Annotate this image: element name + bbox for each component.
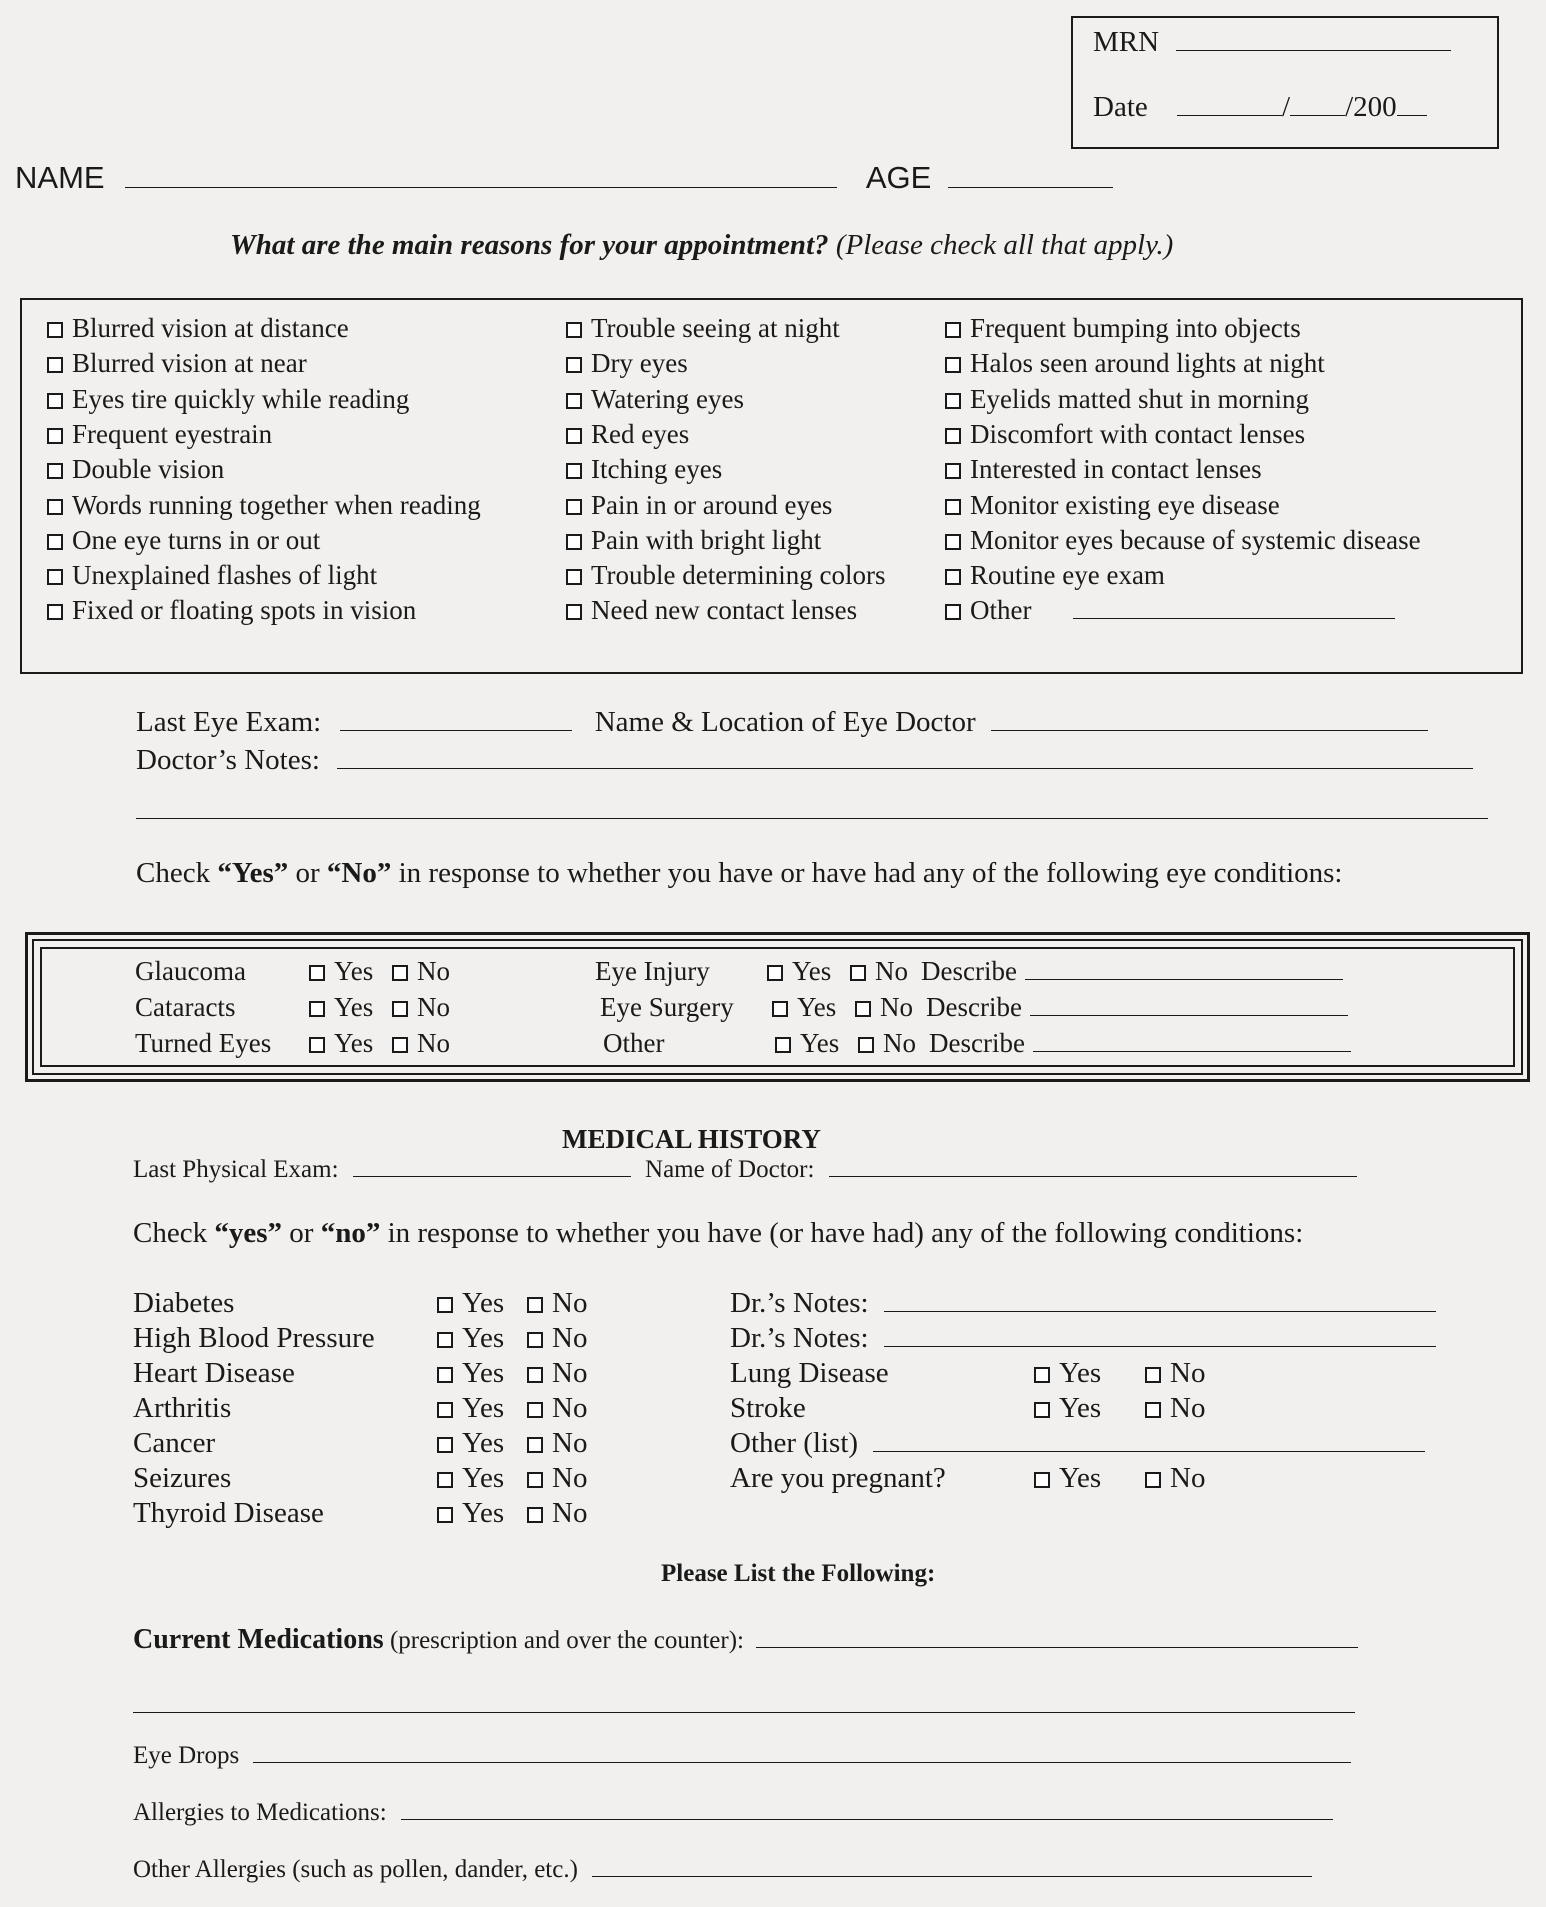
instr-yes: “Yes”: [217, 857, 289, 889]
reason-item: [47, 454, 224, 485]
reason-item: [47, 348, 307, 379]
reason-label: Fixed or floating spots in vision: [72, 595, 417, 626]
medical-condition-row: [133, 1462, 587, 1495]
eye-drops-field[interactable]: [253, 1761, 1351, 1763]
doctor-name-label: Name of Doctor:: [645, 1156, 815, 1183]
medical-instruction: [133, 1217, 1303, 1250]
medical-condition-label: Thyroid Disease: [133, 1497, 324, 1529]
reason-checkbox[interactable]: [47, 499, 63, 515]
reason-item: [945, 595, 1395, 626]
yes-checkbox[interactable]: [437, 1332, 453, 1348]
date-year-prefix: /200: [1345, 91, 1397, 123]
reason-label: Interested in contact lenses: [970, 454, 1262, 485]
current-medications-field[interactable]: [756, 1646, 1358, 1648]
current-medications-line-2[interactable]: [133, 1711, 1355, 1713]
eye-condition-row: [600, 992, 1348, 1023]
describe-field[interactable]: [1025, 978, 1343, 980]
describe-field[interactable]: [1030, 1014, 1348, 1016]
yes-label: Yes: [1059, 1462, 1102, 1494]
reason-label: Watering eyes: [591, 383, 745, 414]
yes-label: Yes: [462, 1427, 505, 1459]
medical-condition-label: Heart Disease: [133, 1357, 295, 1389]
reason-checkbox[interactable]: [945, 322, 961, 338]
reason-checkbox[interactable]: [945, 463, 961, 479]
reason-checkbox[interactable]: [566, 499, 582, 515]
reason-checkbox[interactable]: [47, 569, 63, 585]
date-label: Date: [1093, 91, 1148, 123]
reason-label: Other: [970, 595, 1032, 626]
eye-doctor-field[interactable]: [991, 729, 1428, 731]
reason-label: Itching eyes: [591, 454, 723, 485]
no-label: No: [552, 1357, 588, 1389]
other-reason-field[interactable]: [1073, 617, 1395, 619]
yes-label: Yes: [334, 956, 374, 986]
reason-label: Routine eye exam: [970, 560, 1165, 591]
eye-condition-label: Eye Surgery: [600, 992, 734, 1022]
allergies-medications-label: Allergies to Medications:: [133, 1799, 387, 1826]
reason-checkbox[interactable]: [566, 428, 582, 444]
reason-checkbox[interactable]: [945, 499, 961, 515]
mrn-field[interactable]: [1176, 49, 1451, 51]
yes-label: Yes: [462, 1462, 505, 1494]
reason-label: Discomfort with contact lenses: [970, 418, 1306, 449]
other-allergies-row: [133, 1856, 1312, 1884]
reason-label: Eyelids matted shut in morning: [970, 383, 1309, 414]
reason-checkbox[interactable]: [47, 393, 63, 409]
yes-checkbox[interactable]: [767, 965, 783, 981]
medical-condition-row: [133, 1322, 587, 1355]
yes-checkbox[interactable]: [775, 1037, 791, 1053]
no-checkbox[interactable]: [858, 1037, 874, 1053]
last-eye-exam-row: [136, 706, 1428, 739]
doctor-notes-line-2[interactable]: [136, 817, 1488, 819]
reason-item: [47, 490, 481, 521]
reason-item: [566, 313, 840, 344]
yes-label: Yes: [800, 1028, 840, 1058]
dr-notes-row-2: [730, 1322, 1436, 1355]
lung-yes-checkbox[interactable]: [1034, 1367, 1050, 1383]
medical-condition-label: High Blood Pressure: [133, 1322, 375, 1354]
reason-checkbox[interactable]: [945, 393, 961, 409]
medical-condition-label: Arthritis: [133, 1392, 232, 1424]
reason-item: [945, 560, 1165, 591]
current-medications-label: Current Medications: [133, 1624, 384, 1655]
no-checkbox[interactable]: [527, 1332, 543, 1348]
no-checkbox[interactable]: [527, 1297, 543, 1313]
reason-item: [566, 384, 744, 415]
doctor-notes-field[interactable]: [337, 767, 1473, 769]
yes-checkbox[interactable]: [437, 1472, 453, 1488]
reason-checkbox[interactable]: [566, 604, 582, 620]
current-medications-desc: (prescription and over the counter):: [383, 1627, 744, 1654]
pregnant-yes-checkbox[interactable]: [1034, 1472, 1050, 1488]
reason-label: Red eyes: [591, 418, 690, 449]
no-label: No: [880, 992, 913, 1022]
reason-checkbox[interactable]: [47, 604, 63, 620]
medical-condition-row: [133, 1497, 587, 1530]
eye-doctor-label: Name & Location of Eye Doctor: [594, 706, 976, 738]
yes-label: Yes: [797, 992, 837, 1022]
reason-item: [566, 348, 688, 379]
yes-checkbox[interactable]: [437, 1297, 453, 1313]
reason-checkbox[interactable]: [566, 534, 582, 550]
yes-label: Yes: [1059, 1357, 1102, 1389]
dr-notes-row-1: [730, 1287, 1436, 1320]
instr-no: “No”: [326, 857, 392, 889]
reason-checkbox[interactable]: [47, 463, 63, 479]
no-label: No: [552, 1497, 588, 1529]
reason-item: [566, 525, 821, 556]
eye-condition-row: [135, 1028, 450, 1059]
reason-label: Frequent eyestrain: [72, 418, 273, 449]
other-list-label: Other (list): [730, 1427, 859, 1459]
no-label: No: [552, 1427, 588, 1459]
no-label: No: [417, 1028, 450, 1058]
eye-conditions-instruction: [136, 857, 1342, 890]
medical-condition-label: Diabetes: [133, 1287, 235, 1319]
last-eye-exam-label: Last Eye Exam:: [136, 706, 322, 738]
eye-condition-label: Other: [603, 1028, 665, 1058]
yes-checkbox[interactable]: [437, 1402, 453, 1418]
reason-checkbox[interactable]: [945, 569, 961, 585]
med-instr-yes: “yes”: [214, 1217, 283, 1249]
eye-condition-row: [603, 1028, 1351, 1059]
yes-label: Yes: [462, 1497, 505, 1529]
medical-condition-label: Seizures: [133, 1462, 232, 1494]
describe-label: Describe: [926, 992, 1022, 1022]
last-physical-row: [133, 1156, 1357, 1184]
stroke-label: Stroke: [730, 1392, 806, 1424]
yes-checkbox[interactable]: [309, 1037, 325, 1053]
no-label: No: [875, 956, 908, 986]
pregnant-row: [730, 1462, 1205, 1495]
other-allergies-label: Other Allergies (such as pollen, dander, etc.): [133, 1856, 578, 1883]
eye-condition-row: [135, 956, 450, 987]
reason-item: [566, 419, 689, 450]
name-field[interactable]: [125, 186, 837, 188]
allergies-medications-row: [133, 1799, 1333, 1827]
reason-checkbox[interactable]: [945, 604, 961, 620]
yes-label: Yes: [462, 1287, 505, 1319]
no-label: No: [552, 1287, 588, 1319]
doctor-notes-row: [136, 744, 1473, 777]
yes-checkbox[interactable]: [309, 965, 325, 981]
reason-label: Frequent bumping into objects: [970, 313, 1301, 343]
other-list-row: [730, 1427, 1425, 1460]
no-label: No: [552, 1392, 588, 1424]
yes-label: Yes: [334, 1028, 374, 1058]
mrn-label: MRN: [1093, 26, 1160, 58]
yes-label: Yes: [1059, 1392, 1102, 1424]
eye-drops-row: [133, 1742, 1351, 1770]
reasons-question-text: What are the main reasons for your appointment?: [230, 229, 829, 261]
reason-item: [47, 525, 320, 556]
reason-label: Halos seen around lights at night: [970, 348, 1325, 379]
reason-item: [566, 490, 832, 521]
reason-checkbox[interactable]: [566, 322, 582, 338]
lung-no-checkbox[interactable]: [1145, 1367, 1161, 1383]
eye-condition-label: Eye Injury: [595, 956, 710, 986]
med-instr-or: or: [282, 1217, 321, 1249]
no-label: No: [552, 1462, 588, 1494]
date-month-field[interactable]: [1177, 114, 1282, 116]
eye-condition-row: [595, 956, 1343, 987]
doctor-name-field[interactable]: [829, 1175, 1357, 1177]
reason-item: [945, 384, 1309, 415]
yes-checkbox[interactable]: [437, 1437, 453, 1453]
reason-item: [945, 419, 1305, 450]
reason-item: [566, 595, 857, 626]
yes-label: Yes: [792, 956, 832, 986]
describe-label: Describe: [921, 956, 1017, 986]
last-physical-field[interactable]: [353, 1175, 631, 1177]
no-checkbox[interactable]: [855, 1001, 871, 1017]
reason-item: [945, 454, 1262, 485]
reason-checkbox[interactable]: [47, 428, 63, 444]
eye-condition-row: [135, 992, 450, 1023]
no-label: No: [552, 1322, 588, 1354]
stroke-row: [730, 1392, 1205, 1425]
no-checkbox[interactable]: [527, 1472, 543, 1488]
eye-condition-label: Turned Eyes: [135, 1028, 272, 1058]
reason-item: [566, 454, 722, 485]
other-allergies-field[interactable]: [592, 1875, 1312, 1877]
please-list-title: Please List the Following:: [661, 1560, 936, 1587]
reason-item: [945, 313, 1301, 344]
reason-checkbox[interactable]: [945, 428, 961, 444]
yes-label: Yes: [462, 1357, 505, 1389]
reason-checkbox[interactable]: [566, 569, 582, 585]
reason-checkbox[interactable]: [566, 357, 582, 373]
age-field[interactable]: [948, 186, 1113, 188]
medical-condition-row: [133, 1427, 587, 1460]
yes-label: Yes: [334, 992, 374, 1022]
instr-prefix: Check: [136, 857, 218, 889]
reason-item: [945, 525, 1421, 556]
no-label: No: [1170, 1357, 1206, 1389]
doctor-notes-label: Doctor’s Notes:: [136, 744, 320, 776]
other-list-field[interactable]: [873, 1450, 1425, 1452]
reason-label: One eye turns in or out: [72, 524, 321, 555]
reason-label: Monitor eyes because of systemic disease: [970, 524, 1421, 555]
reason-checkbox[interactable]: [945, 534, 961, 550]
reasons-question: [230, 229, 1173, 262]
reason-checkbox[interactable]: [47, 534, 63, 550]
yes-checkbox[interactable]: [772, 1001, 788, 1017]
reason-item: [47, 384, 409, 415]
describe-field[interactable]: [1033, 1050, 1351, 1052]
reason-label: Blurred vision at distance: [72, 313, 349, 343]
age-label: AGE: [865, 160, 932, 195]
medical-condition-row: [133, 1357, 587, 1390]
no-checkbox[interactable]: [392, 1037, 408, 1053]
name-label: NAME: [15, 160, 105, 195]
reason-checkbox[interactable]: [47, 322, 63, 338]
stroke-yes-checkbox[interactable]: [1034, 1402, 1050, 1418]
eye-drops-label: Eye Drops: [133, 1742, 240, 1769]
allergies-medications-field[interactable]: [401, 1818, 1333, 1820]
current-medications-row: [133, 1624, 1358, 1656]
reason-label: Eyes tire quickly while reading: [72, 383, 410, 414]
medical-condition-label: Cancer: [133, 1427, 216, 1459]
med-instr-no: “no”: [320, 1217, 381, 1249]
reason-item: [945, 490, 1280, 521]
stroke-no-checkbox[interactable]: [1145, 1402, 1161, 1418]
last-eye-exam-field[interactable]: [340, 729, 572, 731]
dr-notes-field-2[interactable]: [884, 1345, 1436, 1347]
name-age-row: [15, 160, 1113, 196]
yes-checkbox[interactable]: [437, 1367, 453, 1383]
date-day-field[interactable]: [1290, 114, 1345, 116]
reason-item: [47, 419, 272, 450]
date-year-field[interactable]: [1397, 114, 1427, 116]
no-checkbox[interactable]: [850, 965, 866, 981]
no-label: No: [883, 1028, 916, 1058]
dr-notes-field-1[interactable]: [884, 1310, 1436, 1312]
dr-notes-label: Dr.’s Notes:: [730, 1287, 869, 1319]
reason-checkbox[interactable]: [566, 393, 582, 409]
reason-label: Trouble determining colors: [591, 560, 886, 591]
yes-label: Yes: [462, 1392, 505, 1424]
medical-condition-row: [133, 1392, 587, 1425]
no-checkbox[interactable]: [527, 1367, 543, 1383]
no-checkbox[interactable]: [527, 1437, 543, 1453]
pregnant-no-checkbox[interactable]: [1145, 1472, 1161, 1488]
reason-label: Blurred vision at near: [72, 348, 307, 379]
no-label: No: [417, 956, 450, 986]
reason-label: Dry eyes: [591, 348, 688, 379]
dr-notes-label: Dr.’s Notes:: [730, 1322, 869, 1354]
no-checkbox[interactable]: [527, 1507, 543, 1523]
reason-checkbox[interactable]: [566, 463, 582, 479]
yes-checkbox[interactable]: [309, 1001, 325, 1017]
reason-label: Pain in or around eyes: [591, 489, 833, 520]
instr-suffix: in response to whether you have or have had any of the following eye conditions:: [391, 857, 1343, 889]
med-instr-prefix: Check: [133, 1217, 215, 1249]
no-checkbox[interactable]: [392, 1001, 408, 1017]
reason-label: Words running together when reading: [72, 489, 481, 520]
reason-item: [47, 313, 349, 344]
no-label: No: [1170, 1392, 1206, 1424]
reason-item: [47, 560, 377, 591]
yes-label: Yes: [462, 1322, 505, 1354]
reasons-instruction: (Please check all that apply.): [835, 229, 1174, 261]
reason-checkbox[interactable]: [47, 357, 63, 373]
last-physical-label: Last Physical Exam:: [133, 1156, 339, 1183]
instr-or: or: [288, 857, 327, 889]
med-instr-suffix: in response to whether you have (or have had) any of the following conditions:: [380, 1217, 1304, 1249]
reason-label: Trouble seeing at night: [591, 313, 840, 343]
reason-label: Double vision: [72, 454, 225, 485]
pregnant-label: Are you pregnant?: [730, 1462, 946, 1494]
mrn-row: [1093, 26, 1451, 59]
no-label: No: [417, 992, 450, 1022]
date-separator: /: [1282, 91, 1291, 123]
reason-checkbox[interactable]: [945, 357, 961, 373]
reason-label: Pain with bright light: [591, 524, 822, 555]
reason-item: [47, 595, 416, 626]
lung-disease-label: Lung Disease: [730, 1357, 889, 1389]
reason-label: Unexplained flashes of light: [72, 560, 378, 591]
describe-label: Describe: [929, 1028, 1025, 1058]
eye-condition-label: Glaucoma: [135, 956, 246, 986]
no-checkbox[interactable]: [392, 965, 408, 981]
no-checkbox[interactable]: [527, 1402, 543, 1418]
reason-label: Monitor existing eye disease: [970, 489, 1280, 520]
date-row: [1093, 91, 1427, 124]
yes-checkbox[interactable]: [437, 1507, 453, 1523]
reason-label: Need new contact lenses: [591, 595, 858, 626]
reason-item: [945, 348, 1325, 379]
lung-disease-row: [730, 1357, 1205, 1390]
medical-condition-row: [133, 1287, 587, 1320]
reason-item: [566, 560, 885, 591]
eye-condition-label: Cataracts: [135, 992, 236, 1022]
medical-history-title: MEDICAL HISTORY: [562, 1124, 821, 1154]
no-label: No: [1170, 1462, 1206, 1494]
